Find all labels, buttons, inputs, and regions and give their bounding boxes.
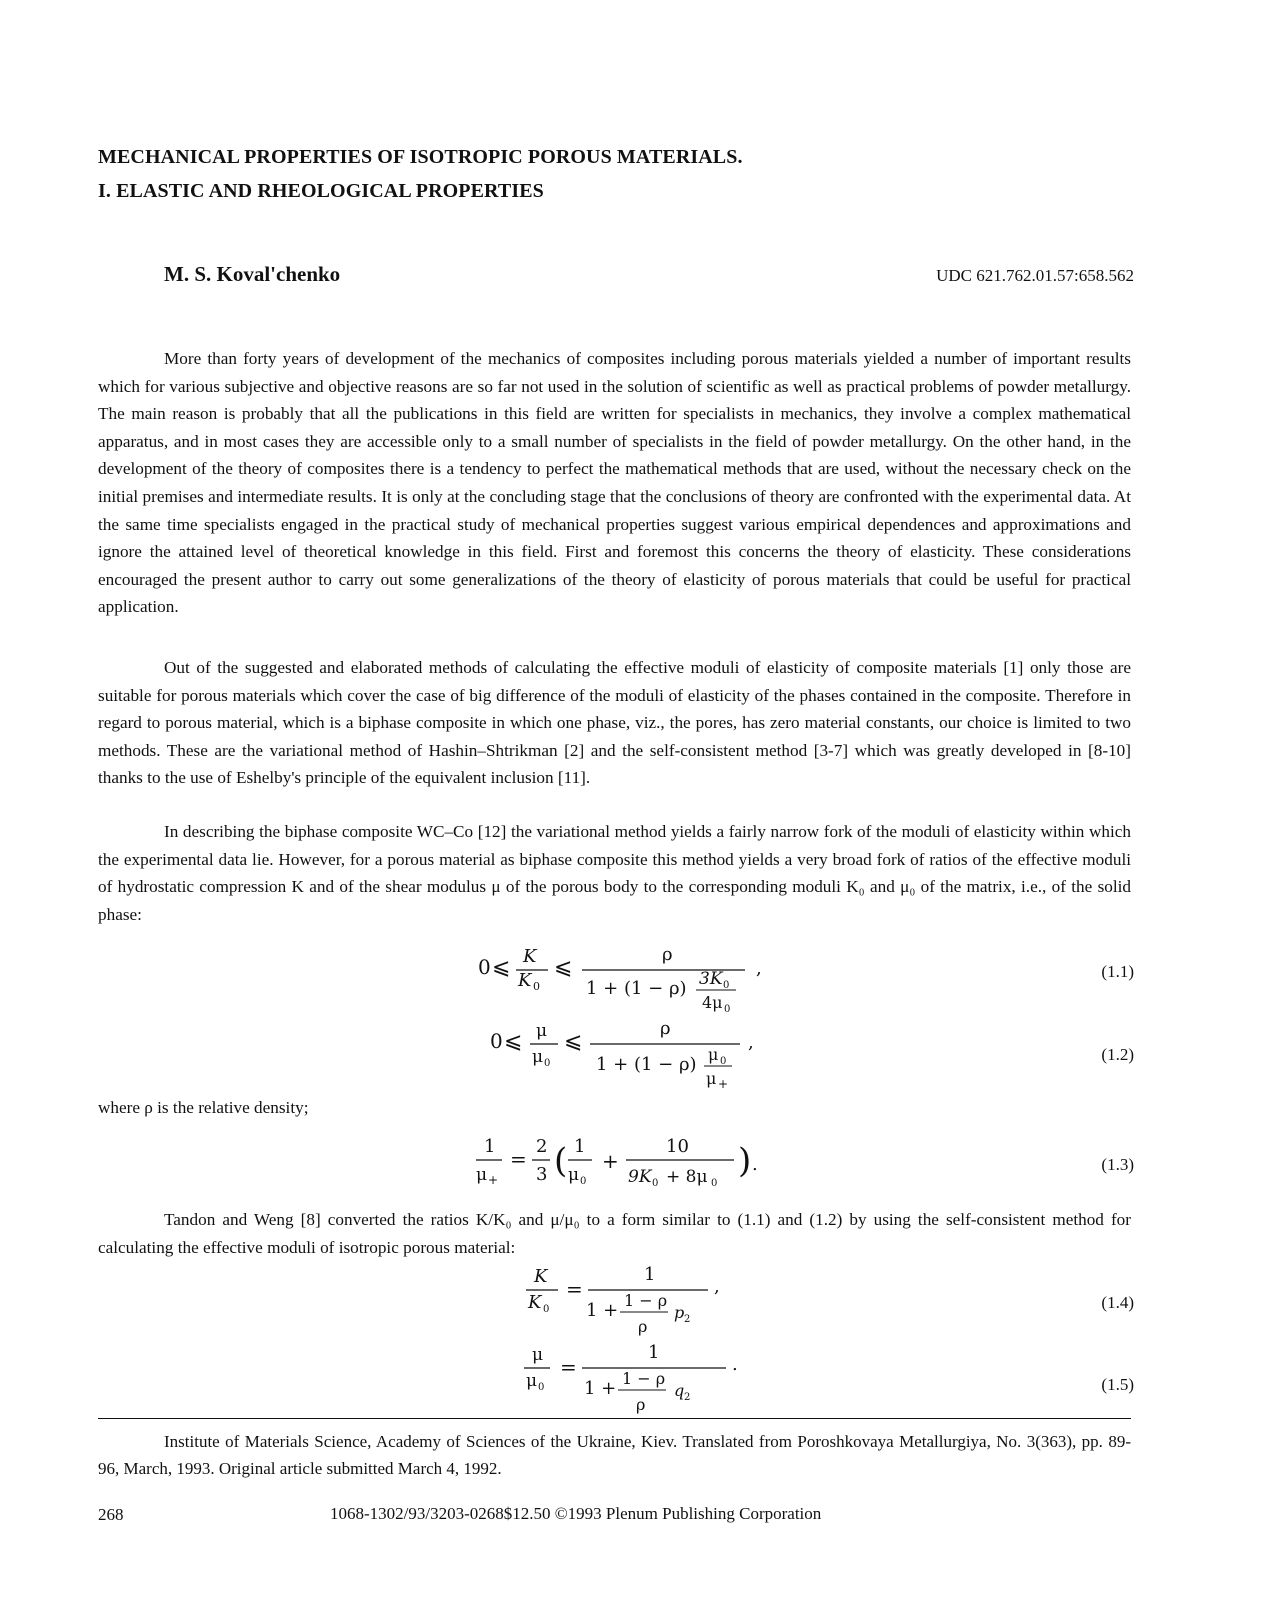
svg-text:1: 1 [648,1342,660,1363]
equation-number-1-4: (1.4) [1101,1293,1134,1312]
equation-1-4 [520,1262,740,1347]
svg-text:μ: μ [532,1047,544,1067]
svg-text:1 − ρ: 1 − ρ [622,1369,666,1388]
svg-text:1 +: 1 + [584,1378,617,1399]
svg-text:1 − ρ: 1 − ρ [624,1291,668,1310]
svg-text:1: 1 [574,1136,586,1157]
svg-text:ρ: ρ [636,1395,646,1414]
svg-text:+ 8μ: + 8μ [666,1167,708,1187]
svg-text:2: 2 [684,1392,691,1403]
svg-text:+: + [488,1173,499,1187]
footnote-rule [98,1418,1131,1419]
svg-text:0: 0 [724,1004,731,1015]
svg-text:1 + (1 − ρ): 1 + (1 − ρ) [586,978,687,999]
svg-text:μ: μ [536,1021,548,1041]
svg-text:+: + [602,1149,619,1173]
svg-text:0: 0 [711,1178,718,1189]
svg-text:10: 10 [666,1136,689,1157]
paragraph-intro: More than forty years of development of the mechanics of composites including porous materials yielded a number of important results which for various subjective and objective reasons are so far not used in the solution of scientific as well as practical problems of powder metallurgy. The main reason is probably that all the publications in this field are written for specialists in mechanics, they involve a complex mathematical apparatus, and in most cases they are accessible only to a small number of specialists in the field of powder metallurgy. On the other hand, in the development of the theory of composites there is a tendency to perfect the mathematical methods that are used, without the necessary check on the initial premises and intermediate results. It is only at the concluding stage that the conclusions of theory are confronted with the experimental data. At the same time specialists engaged in the practical study of mechanical properties suggest various empirical dependences and approximations and ignore the attained level of theoretical knowledge in this field. First and foremost this concerns the theory of elasticity. These considerations encouraged the present author to carry out some generalizations of the theory of elasticity of porous materials that could be useful for practical application. [98,349,1131,617]
svg-text:0: 0 [543,1304,550,1315]
svg-text:=: = [510,1147,527,1171]
equation-number-1-5: (1.5) [1101,1375,1134,1394]
svg-text:2: 2 [536,1136,548,1157]
publication-code: 1068-1302/93/3203-0268$12.50 ©1993 Plenum Publishing Corporation [330,1504,822,1523]
svg-text:μ: μ [708,1045,719,1064]
svg-text:(: ( [554,1141,568,1181]
svg-text:,: , [756,958,762,979]
author-name: M. S. Koval'chenko [164,262,341,286]
svg-text:1 + (1 − ρ): 1 + (1 − ρ) [596,1054,697,1075]
title-line-1: MECHANICAL PROPERTIES OF ISOTROPIC POROUS MATERIALS. [98,146,743,168]
svg-text:μ: μ [568,1165,580,1185]
equation-number-1-3: (1.3) [1101,1155,1134,1174]
svg-text:=: = [560,1355,577,1379]
equation-1-1 [470,944,770,1029]
svg-text:2: 2 [684,1314,691,1325]
equation-1-5 [520,1338,760,1423]
svg-text:⩽: ⩽ [492,955,511,980]
svg-text:1 +: 1 + [586,1300,619,1321]
svg-text:3: 3 [536,1164,548,1185]
svg-text:): ) [738,1141,752,1181]
svg-text:=: = [566,1277,583,1301]
svg-text:0: 0 [723,980,730,991]
svg-text:K: K [528,1292,542,1313]
title-line-2: I. ELASTIC AND RHEOLOGICAL PROPERTIES [98,180,544,202]
svg-text:ρ: ρ [662,944,673,965]
equation-number-1-2: (1.2) [1101,1045,1134,1064]
footnote: Institute of Materials Science, Academy of Sciences of the Ukraine, Kiev. Translated from Poroshkovaya Metallurgiya, No. 3(363), pp. 89-96, March, 1993. Original article submitted March 4, 1992. [98,1432,1131,1478]
svg-text:4μ: 4μ [702,993,723,1012]
svg-text:μ: μ [706,1069,717,1088]
paragraph-variational: In describing the biphase composite WC–Co [12] the variational method yields a fairly narrow fork of the moduli of elasticity within which the experimental data lie. However, for a porous material as biphase composite this method yields a very broad fork of ratios of the effective moduli of hydrostatic compression K and of the shear modulus μ of the porous body to the corresponding moduli K₀ and μ₀ of the matrix, i.e., of the solid phase: [98,822,1131,924]
svg-text:K: K [523,946,537,967]
where-rho-line: where ρ is the relative density; [98,1098,309,1117]
svg-text:0: 0 [478,955,491,979]
page-number: 268 [98,1505,124,1524]
svg-text:μ: μ [476,1165,488,1185]
svg-text:.: . [752,1154,758,1175]
svg-text:K: K [518,970,532,991]
paragraph-tandon-weng: Tandon and Weng [8] converted the ratios K/K₀ and μ/μ₀ to a form similar to (1.1) and (1.2) by using the self-consistent method for calculating the effective moduli of isotropic porous material: [98,1210,1131,1257]
svg-text:0: 0 [720,1056,727,1067]
equation-number-1-1: (1.1) [1101,962,1134,981]
svg-text:0: 0 [490,1029,503,1053]
svg-text:1: 1 [644,1264,656,1285]
svg-text:ρ: ρ [660,1018,671,1039]
svg-text:,: , [714,1276,720,1297]
svg-text:0: 0 [533,980,540,993]
svg-text:q: q [674,1381,685,1400]
svg-text:μ: μ [526,1371,538,1391]
svg-text:μ: μ [532,1345,544,1365]
svg-text:,: , [748,1032,754,1053]
svg-text:ρ: ρ [638,1317,648,1336]
paragraph-methods: Out of the suggested and elaborated methods of calculating the effective moduli of elasticity of composite materials [1] only those are suitable for porous materials which cover the case of big difference of the moduli of elasticity of the phases contained in the composite. Therefore in regard to porous material, which is a biphase composite in which one phase, viz., the pores, has zero material constants, our choice is limited to two methods. These are the variational method of Hashin–Shtrikman [2] and the self-consistent method [3-7] which was greatly developed in [8-10] thanks to the use of Eshelby's principle of the equivalent inclusion [11]. [98,658,1131,788]
svg-text:9K: 9K [628,1167,652,1187]
svg-text:1: 1 [484,1136,496,1157]
svg-text:⩽: ⩽ [554,955,573,980]
equation-1-3 [470,1128,790,1203]
svg-text:⩽: ⩽ [504,1029,523,1054]
svg-text:K: K [534,1266,548,1287]
svg-text:0: 0 [580,1176,587,1187]
svg-text:+: + [718,1077,729,1091]
equation-1-2 [484,1018,764,1103]
svg-text:0: 0 [544,1058,551,1069]
svg-text:0: 0 [538,1382,545,1393]
svg-text:3K: 3K [699,969,723,989]
udc-code: UDC 621.762.01.57:658.562 [936,266,1134,285]
svg-text:p: p [674,1303,685,1322]
svg-text:⩽: ⩽ [564,1029,583,1054]
svg-text:0: 0 [652,1178,659,1189]
svg-text:.: . [732,1354,738,1375]
